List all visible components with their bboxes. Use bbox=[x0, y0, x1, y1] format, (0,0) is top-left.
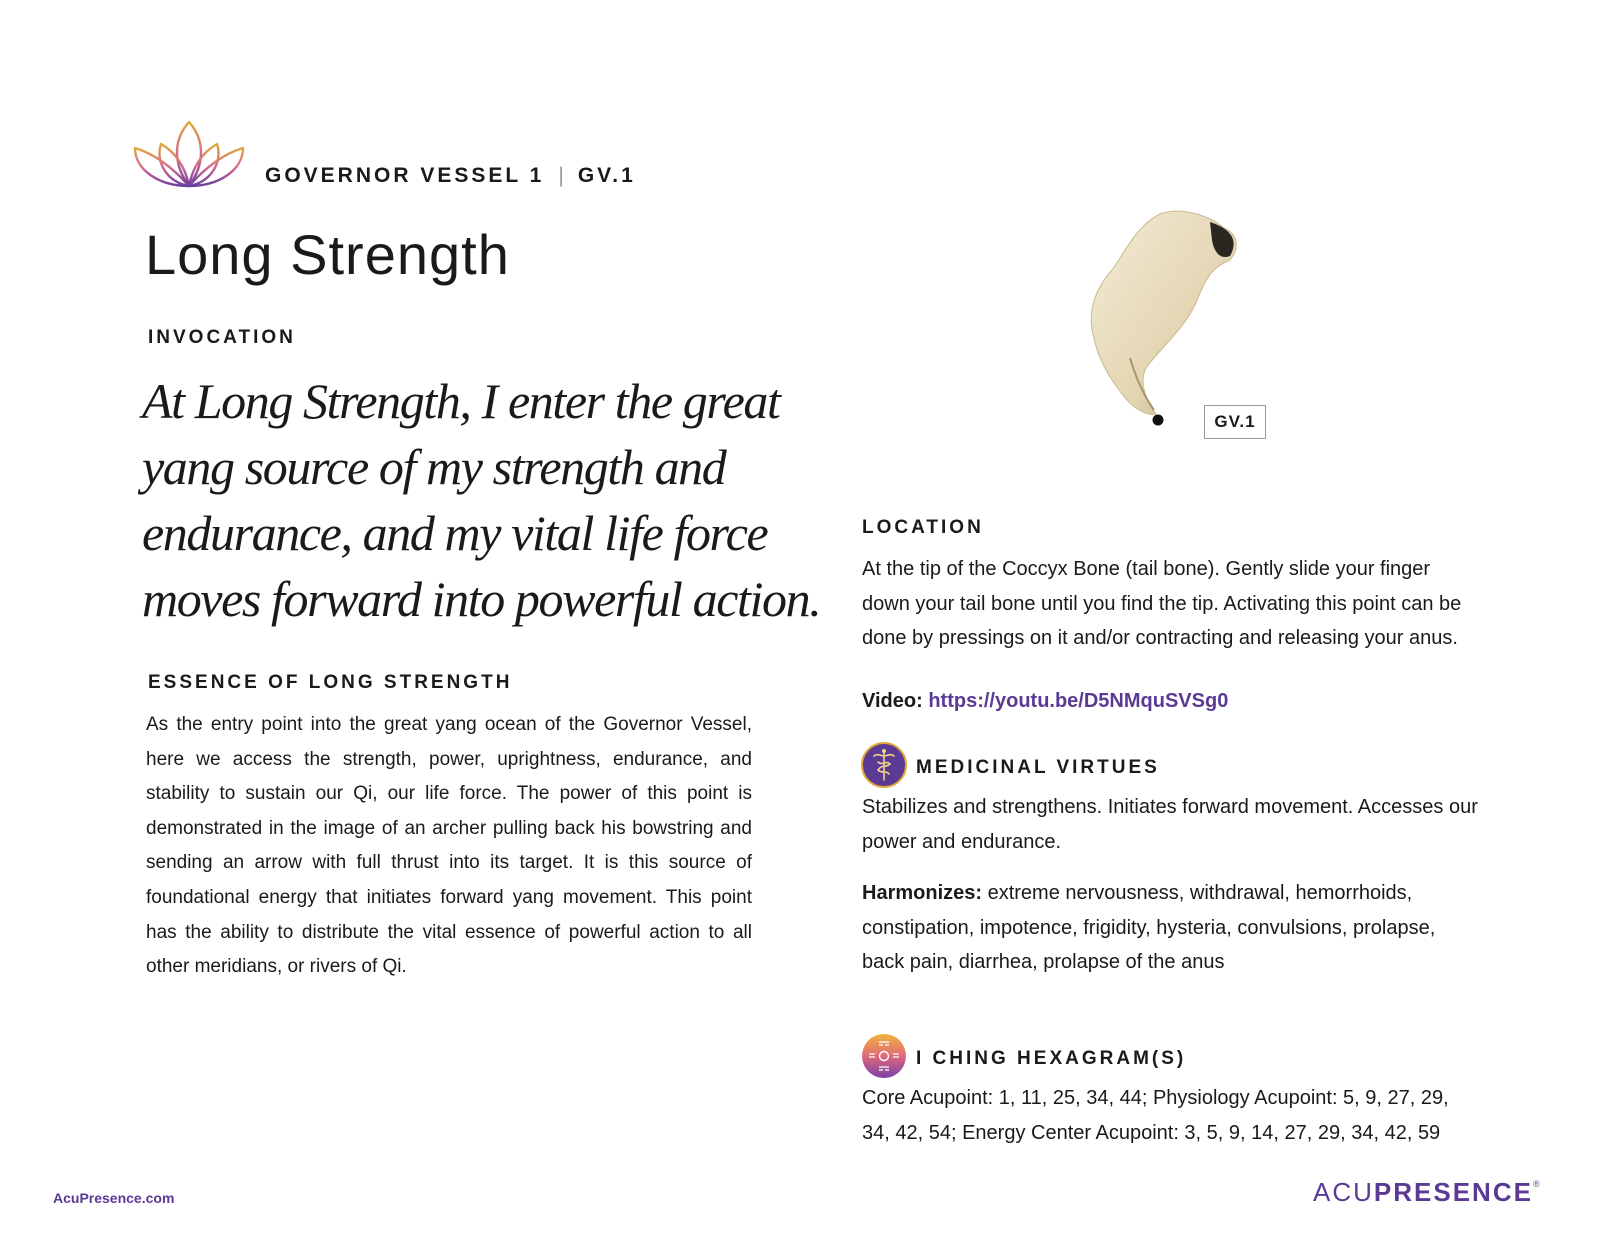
virtues-text: Stabilizes and strengthens. Initiates forward movement. Accesses our power and endurance. bbox=[862, 796, 1478, 853]
harmonizes-list: extreme nervousness, withdrawal, hemorrhoids, constipation, impotence, frigidity, hysteria, convulsions, prolapse, back pain, diarrhea, prolapse of the anus bbox=[862, 882, 1436, 974]
video-label: Video: bbox=[862, 690, 923, 712]
lotus-logo-icon bbox=[133, 118, 245, 198]
brand-bold: PRESENCE bbox=[1373, 1177, 1533, 1207]
header-separator: | bbox=[558, 164, 564, 187]
iching-heading: I CHING HEXAGRAM(S) bbox=[916, 1048, 1187, 1069]
caduceus-icon bbox=[861, 742, 907, 788]
brand-wordmark bbox=[1313, 1177, 1540, 1208]
invocation-heading: INVOCATION bbox=[148, 327, 296, 348]
location-heading: LOCATION bbox=[862, 517, 984, 538]
virtues-heading: MEDICINAL VIRTUES bbox=[916, 757, 1160, 778]
invocation-line: yang source of my strength and bbox=[142, 439, 726, 495]
iching-text: Core Acupoint: 1, 11, 25, 34, 44; Physiology Acupoint: 5, 9, 27, 29, 34, 42, 54; Energy Center Acupoint: 3, 5, 9, 14, 27, 29, 34, 42, 59 bbox=[862, 1087, 1449, 1144]
invocation-text bbox=[142, 368, 821, 632]
invocation-line: At Long Strength, I enter the great bbox=[142, 373, 780, 429]
point-code: GV.1 bbox=[577, 164, 636, 187]
essence-heading: ESSENCE OF LONG STRENGTH bbox=[148, 672, 513, 693]
point-label-tag: GV.1 bbox=[1204, 405, 1266, 439]
page-title: Long Strength bbox=[145, 223, 510, 286]
brand-light: ACU bbox=[1313, 1177, 1374, 1207]
hexagram-wheel-icon bbox=[861, 1033, 907, 1079]
video-line bbox=[862, 690, 1228, 713]
footer-url-link[interactable]: AcuPresence.com bbox=[53, 1190, 175, 1206]
invocation-line: moves forward into powerful action. bbox=[142, 571, 821, 627]
point-name: GOVERNOR VESSEL 1 bbox=[265, 164, 545, 187]
harmonizes-label: Harmonizes: bbox=[862, 882, 983, 904]
invocation-line: endurance, and my vital life force bbox=[142, 505, 768, 561]
location-text: At the tip of the Coccyx Bone (tail bone). Gently slide your finger down your tail bone until you find the tip. Activating this point can be done by pressings on it and/or contracting and releasing your anus. bbox=[862, 558, 1462, 650]
brand-registered-mark: ® bbox=[1532, 1179, 1540, 1189]
point-header bbox=[265, 164, 636, 188]
video-link[interactable]: https://youtu.be/D5NMquSVSg0 bbox=[928, 690, 1229, 712]
essence-text: As the entry point into the great yang ocean of the Governor Vessel, here we access the strength, power, uprightness, endurance, and stability to sustain our Qi, our life force. The power of this point is demonstrated in the image of an archer pulling back his bowstring and sending an arrow with full thrust into its target. It is this source of foundational energy that initiates forward yang movement. This point has the ability to distribute the vital essence of powerful action to all other meridians, or rivers of Qi. bbox=[146, 714, 752, 978]
harmonizes-text bbox=[862, 876, 1482, 980]
